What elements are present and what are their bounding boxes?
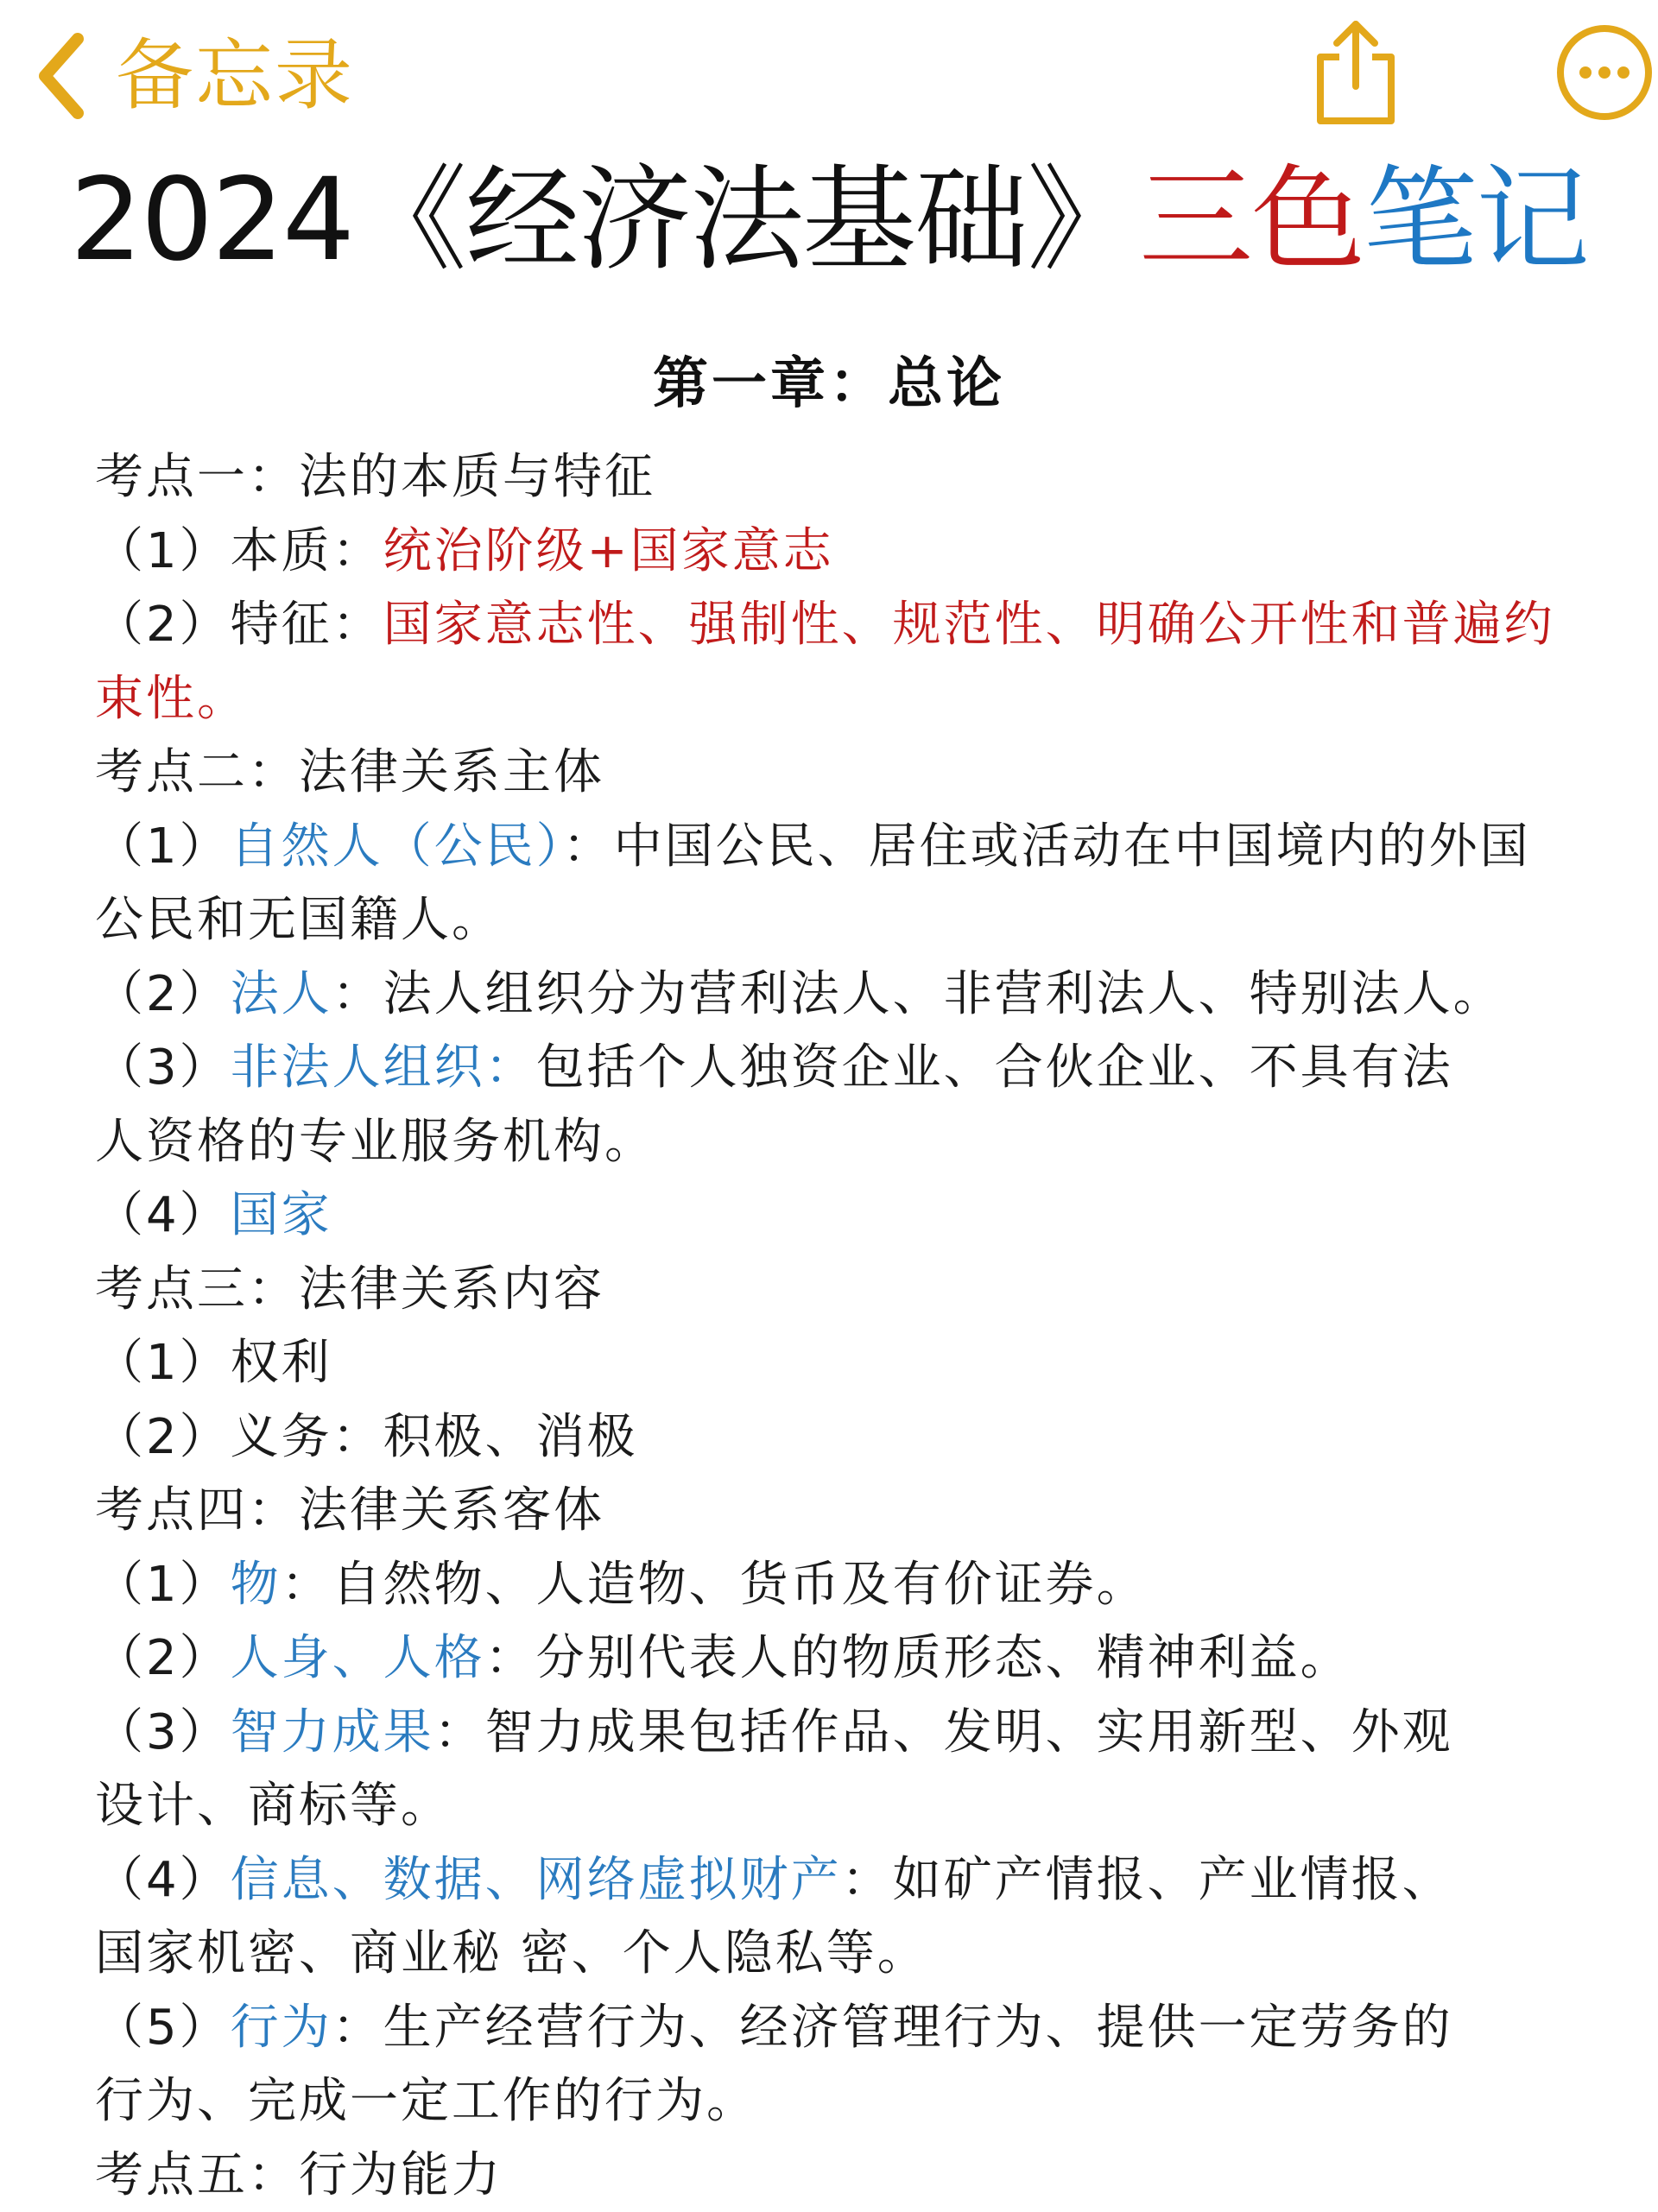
line-text: 公民和无国籍人。 — [95, 892, 503, 948]
line-text: （2）特征： — [95, 597, 383, 653]
line-text: ：中国公民、居住或活动在中国境内的外国 — [563, 818, 1531, 875]
back-label: 备忘录 — [116, 37, 354, 115]
blue-highlight-text: 物 — [231, 1557, 282, 1613]
line-text: （3） — [95, 1040, 231, 1096]
note-line — [95, 736, 1528, 810]
note-line — [95, 2064, 1528, 2139]
line-text: ：智力成果包括作品、发明、实用新型、外观 — [434, 1704, 1453, 1760]
blue-highlight-text: 信息、数据、网络虚拟财产 — [231, 1852, 842, 1908]
note-line — [95, 1991, 1528, 2065]
blue-highlight-text: 法人 — [231, 966, 332, 1022]
line-text: （1）权利 — [95, 1335, 332, 1391]
line-text: （5） — [95, 2000, 231, 2056]
line-text: （1） — [95, 1557, 231, 1613]
line-text: 考点五：行为能力 — [95, 2147, 503, 2203]
line-text: ：分别代表人的物质形态、精神利益。 — [485, 1630, 1351, 1686]
chapter-heading: 第一章：总论 — [0, 345, 1658, 423]
line-text: 考点二：法律关系主体 — [95, 744, 604, 800]
line-text: 考点四：法律关系客体 — [95, 1482, 604, 1539]
line-text: ：自然物、人造物、货币及有价证券。 — [282, 1557, 1148, 1613]
note-line — [95, 1769, 1528, 1843]
note-line — [95, 1548, 1528, 1622]
line-text: 设计、商标等。 — [95, 1778, 452, 1834]
line-text: 考点三：法律关系内容 — [95, 1261, 604, 1318]
title-main: 2024《经济法基础》 — [70, 154, 1139, 287]
note-line — [95, 2139, 1528, 2212]
note-line — [95, 1696, 1528, 1770]
note-line — [95, 440, 1528, 515]
blue-highlight-text: 自然人（公民） — [231, 818, 563, 875]
note-title — [0, 151, 1658, 289]
more-icon[interactable] — [1556, 24, 1653, 121]
note-line — [95, 515, 1528, 589]
blue-highlight-text: 人身、人格 — [231, 1630, 485, 1686]
note-line — [95, 957, 1528, 1032]
line-text: （4） — [95, 1852, 231, 1908]
note-line — [95, 1326, 1528, 1400]
blue-highlight-text: 国家 — [231, 1187, 332, 1243]
line-text: 国家机密、商业秘 密、个人隐私等。 — [95, 1925, 928, 1981]
note-line — [95, 588, 1528, 662]
line-text: （1） — [95, 818, 231, 875]
line-text: 行为、完成一定工作的行为。 — [95, 2073, 757, 2129]
navigation-bar — [0, 0, 1658, 155]
note-body — [95, 440, 1528, 2212]
line-text: ：法人组织分为营利法人、非营利法人、特别法人。 — [332, 966, 1504, 1022]
note-line — [95, 1031, 1528, 1105]
blue-highlight-text: 智力成果 — [231, 1704, 434, 1760]
note-line — [95, 1179, 1528, 1253]
note-line — [95, 1917, 1528, 1991]
line-text: （4） — [95, 1187, 231, 1243]
note-line — [95, 883, 1528, 957]
chevron-left-icon — [31, 28, 92, 123]
line-text: ：如矿产情报、产业情报、 — [842, 1852, 1453, 1908]
line-text: 人资格的专业服务机构。 — [95, 1114, 655, 1170]
share-icon[interactable] — [1308, 16, 1403, 128]
red-highlight-text: 国家意志性、强制性、规范性、明确公开性和普遍约 — [383, 597, 1555, 653]
line-text: ：生产经营行为、经济管理行为、提供一定劳务的 — [332, 2000, 1453, 2056]
line-text: （2） — [95, 966, 231, 1022]
title-blue-part: 笔记 — [1364, 154, 1588, 287]
note-line — [95, 1400, 1528, 1475]
red-highlight-text: 统治阶级+国家意志 — [383, 523, 834, 579]
note-line — [95, 1474, 1528, 1548]
note-line — [95, 662, 1528, 736]
note-line — [95, 1621, 1528, 1696]
note-line — [95, 1253, 1528, 1327]
line-text: （3） — [95, 1704, 231, 1760]
line-text: （1）本质： — [95, 523, 383, 579]
back-button[interactable] — [31, 24, 354, 128]
blue-highlight-text: 行为 — [231, 2000, 332, 2056]
note-line — [95, 1843, 1528, 1918]
line-text: （2） — [95, 1630, 231, 1686]
title-red-part: 三色 — [1139, 154, 1364, 287]
red-highlight-text: 束性。 — [95, 671, 248, 727]
line-text: 包括个人独资企业、合伙企业、不具有法 — [536, 1040, 1453, 1096]
note-line — [95, 810, 1528, 884]
blue-highlight-text: 非法人组织： — [231, 1040, 536, 1096]
line-text: （2）义务：积极、消极 — [95, 1409, 638, 1465]
note-line — [95, 1105, 1528, 1179]
line-text: 考点一：法的本质与特征 — [95, 449, 655, 505]
